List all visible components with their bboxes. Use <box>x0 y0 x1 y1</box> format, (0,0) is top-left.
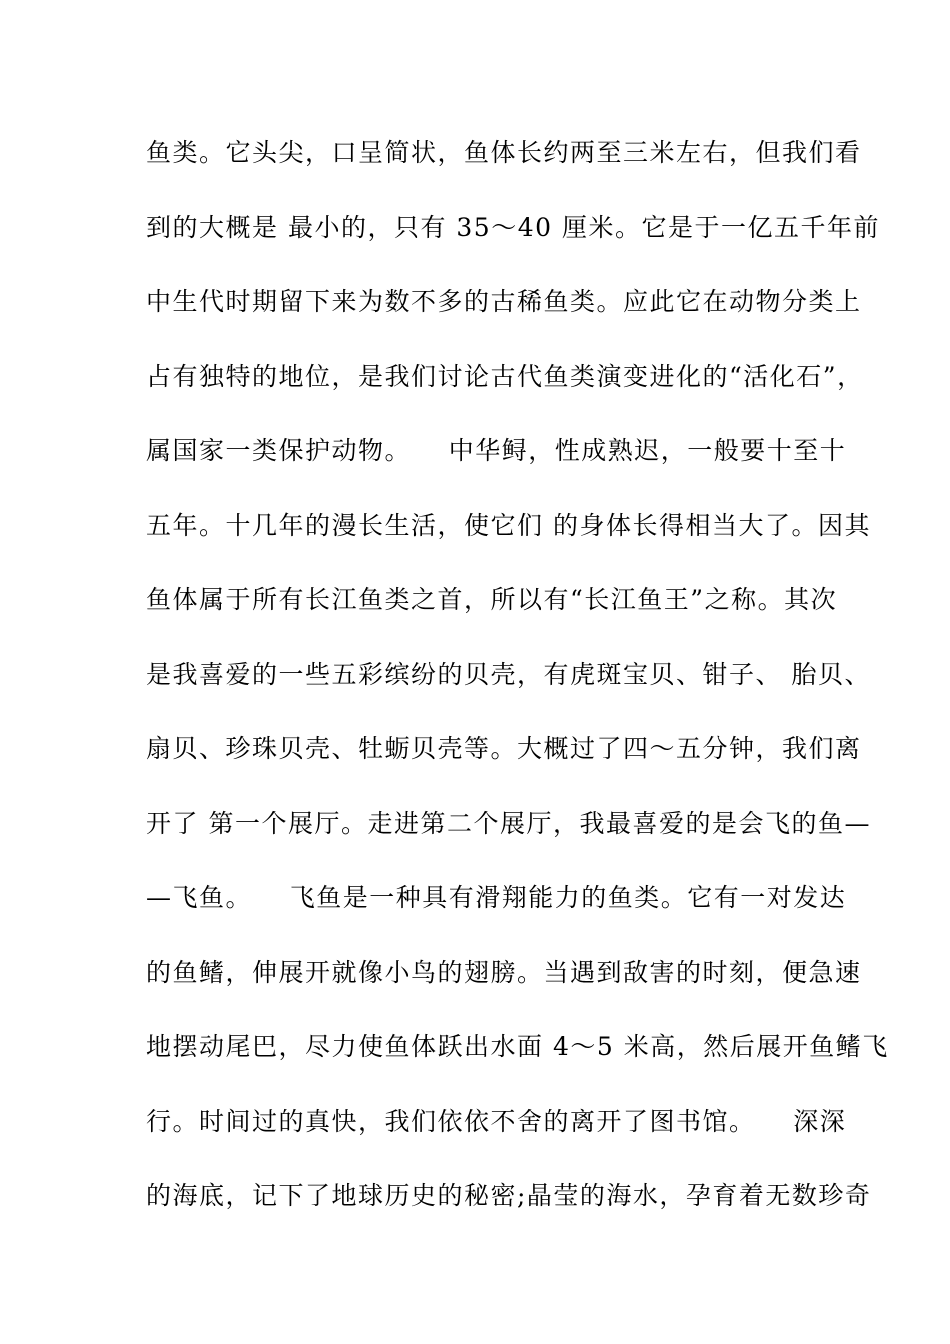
text-line-12: 的鱼鳍，伸展开就像小鸟的翅膀。当遇到敌害的时刻，便急速 <box>146 957 862 987</box>
text-line-10: 开了 第一个展厅。走进第二个展厅，我最喜爱的是会飞的鱼— <box>146 808 871 838</box>
text-line-14: 行。时间过的真快，我们依依不舍的离开了图书馆。 深深 <box>146 1106 847 1136</box>
text-line-11: —飞鱼。 飞鱼是一种具有滑翔能力的鱼类。它有一对发达 <box>146 883 847 912</box>
text-line-1: 鱼类。它头尖，口呈简状，鱼体长约两至三米左右，但我们看 <box>146 138 862 167</box>
text-line-8: 是我喜爱的一些五彩缤纷的贝壳，有虎斑宝贝、钳子、 胎贝、 <box>146 659 871 689</box>
text-line-13: 地摆动尾巴，尽力使鱼体跃出水面 4～5 米高，然后展开鱼鳍飞 <box>146 1032 889 1061</box>
text-line-15: 的海底，记下了地球历史的秘密;晶莹的海水，孕育着无数珍奇 <box>146 1181 872 1210</box>
text-line-5: 属国家一类保护动物。 中华鲟，性成熟迟，一般要十至十 <box>146 436 847 465</box>
text-line-3: 中生代时期留下来为数不多的古稀鱼类。应此它在动物分类上 <box>146 287 862 316</box>
text-line-2: 到的大概是 最小的，只有 35～40 厘米。它是于一亿五千年前 <box>146 212 880 242</box>
text-line-4: 占有独特的地位，是我们讨论古代鱼类演变进化的“活化石”， <box>146 361 864 391</box>
body-text <box>146 128 889 1246</box>
text-line-6: 五年。十几年的漫长生活，使它们 的身体长得相当大了。因其 <box>146 510 871 540</box>
text-line-9: 扇贝、珍珠贝壳、牡蛎贝壳等。大概过了四～五分钟，我们离 <box>146 734 862 763</box>
text-line-7: 鱼体属于所有长江鱼类之首，所以有“长江鱼王”之称。其次 <box>146 585 838 614</box>
